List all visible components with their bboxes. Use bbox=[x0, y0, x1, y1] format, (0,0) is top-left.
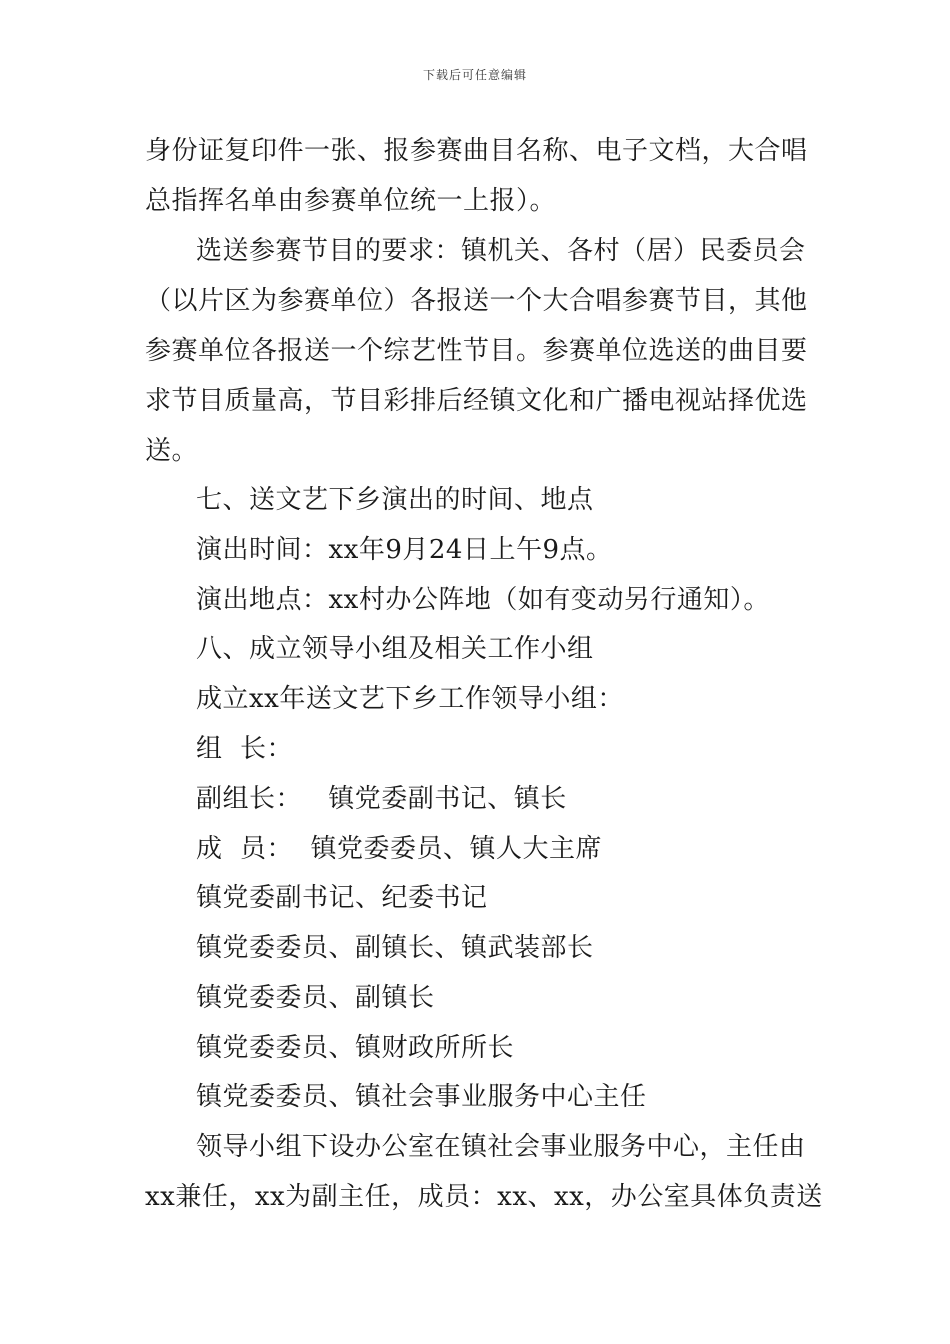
member-item-3: 镇党委委员、副镇长 bbox=[196, 983, 435, 1013]
body-line-3: 选送参赛节目的要求：镇机关、各村（居）民委员会 bbox=[196, 236, 806, 266]
body-line-office-1: 领导小组下设办公室在镇社会事业服务中心，主任由 bbox=[196, 1132, 806, 1162]
section-heading-7: 七、送文艺下乡演出的时间、地点 bbox=[196, 485, 594, 515]
body-line-1: 身份证复印件一张、报参赛曲目名称、电子文档，大合唱 bbox=[145, 136, 808, 166]
members-line: 成 员： 镇党委委员、镇人大主席 bbox=[196, 834, 603, 864]
member-item-5: 镇党委委员、镇社会事业服务中心主任 bbox=[196, 1082, 647, 1112]
member-item-1: 镇党委副书记、纪委书记 bbox=[196, 883, 488, 913]
group-establish-line: 成立xx年送文艺下乡工作领导小组： bbox=[196, 684, 624, 714]
body-line-office-2: xx兼任，xx为副主任，成员：xx、xx，办公室具体负责送 bbox=[145, 1182, 823, 1212]
deputy-leader-line: 副组长： 镇党委副书记、镇长 bbox=[196, 784, 567, 814]
member-item-4: 镇党委委员、镇财政所所长 bbox=[196, 1033, 515, 1063]
body-line-4: （以片区为参赛单位）各报送一个大合唱参赛节目，其他 bbox=[145, 286, 808, 316]
body-line-5: 参赛单位各报送一个综艺性节目。参赛单位选送的曲目要 bbox=[145, 336, 808, 366]
body-line-2: 总指挥名单由参赛单位统一上报）。 bbox=[145, 186, 557, 216]
performance-time: 演出时间：xx年9月24日上午9点。 bbox=[196, 535, 613, 565]
member-item-2: 镇党委委员、副镇长、镇武装部长 bbox=[196, 933, 594, 963]
performance-location: 演出地点：xx村办公阵地（如有变动另行通知）。 bbox=[196, 585, 770, 615]
group-leader-line: 组 长： bbox=[196, 734, 294, 764]
body-line-6: 求节目质量高，节目彩排后经镇文化和广播电视站择优选 bbox=[145, 386, 808, 416]
body-line-7: 送。 bbox=[145, 436, 199, 466]
page-header: 下载后可任意编辑 bbox=[422, 68, 527, 82]
section-heading-8: 八、成立领导小组及相关工作小组 bbox=[196, 634, 594, 664]
